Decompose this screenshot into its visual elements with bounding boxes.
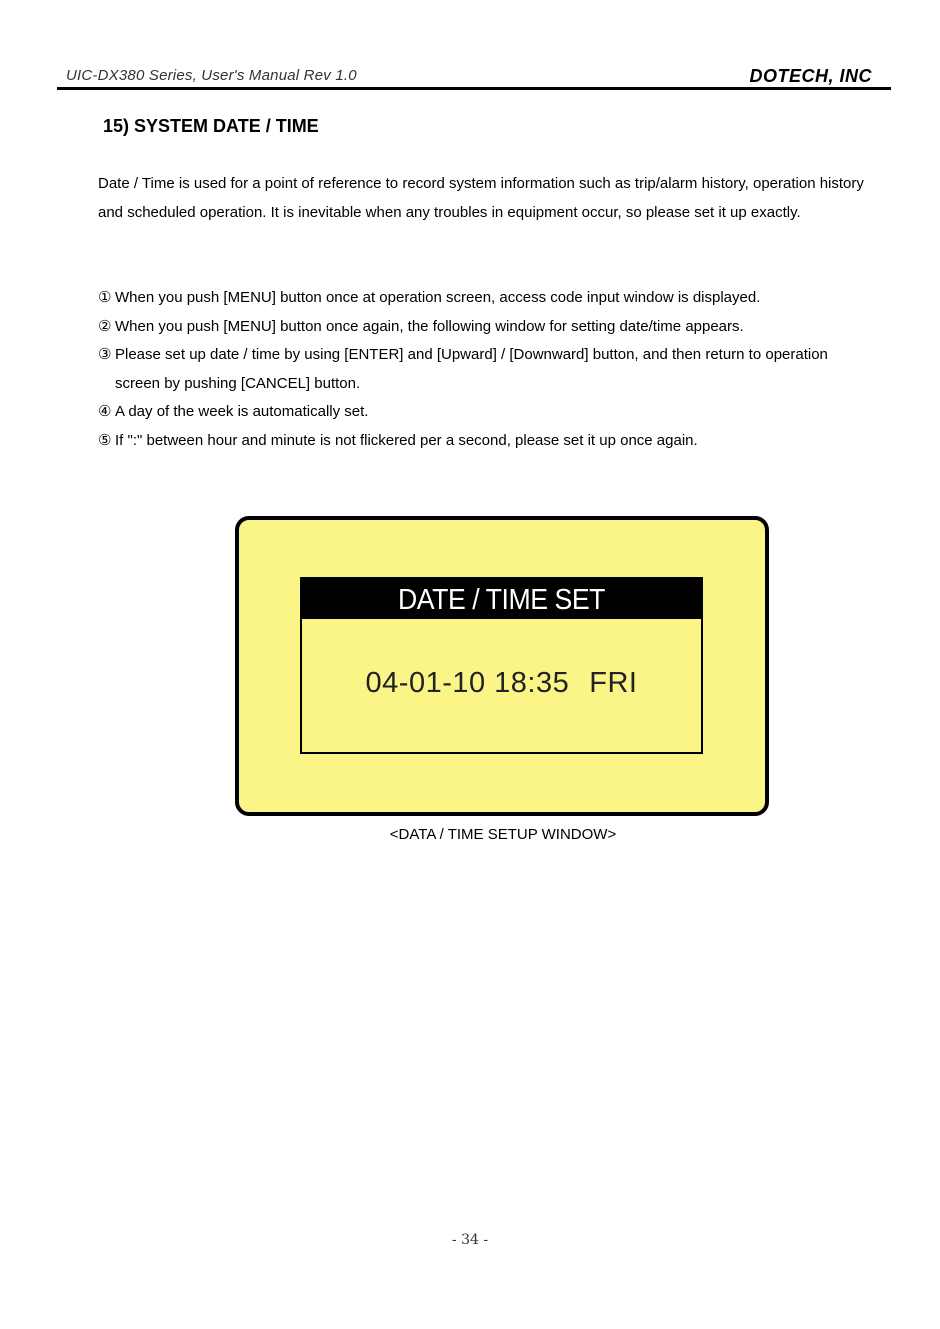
header-divider [57, 87, 891, 90]
step-number: ③ [98, 346, 112, 363]
lcd-datetime-display [302, 667, 701, 700]
figure-caption: <DATA / TIME SETUP WINDOW> [389, 826, 617, 843]
lcd-weekday: FRI [589, 667, 638, 699]
step-text: When you push [MENU] button once at operation screen, access code input window is displayed. [115, 289, 761, 306]
step-text: When you push [MENU] button once again, the following window for setting date/time appears. [115, 317, 744, 335]
step-text: A day of the week is automatically set. [115, 403, 369, 420]
step-text: Please set up date / time by using [ENTER] and [Upward] / [Downward] button, and then return to operation screen by pushing [CANCEL] button. [115, 346, 828, 392]
lcd-screen [300, 577, 703, 754]
company-name: DOTECH, INC [749, 66, 872, 86]
manual-title: UIC-DX380 Series, User's Manual Rev 1.0 [66, 67, 357, 84]
step-number: ⑤ [98, 431, 112, 449]
list-item [98, 313, 868, 342]
list-item [98, 427, 868, 456]
lcd-title: DATE / TIME SET [318, 579, 685, 619]
step-list [98, 284, 868, 455]
page-number: - 34 - [451, 1232, 489, 1248]
list-item [98, 284, 868, 313]
lcd-title-bar [302, 579, 701, 619]
intro-paragraph: Date / Time is used for a point of reference to record system information such as trip/alarm history, operation history and scheduled operation. It is inevitable when any troubles in equipment occur, so please set it up exactly. [98, 175, 864, 221]
step-number: ④ [98, 403, 112, 420]
step-number: ① [98, 289, 112, 306]
step-text: If ":" between hour and minute is not flickered per a second, please set it up once again. [115, 431, 698, 449]
lcd-datetime: 04-01-10 18:35 [365, 667, 570, 699]
step-number: ② [98, 317, 112, 335]
list-item [98, 398, 868, 427]
section-title: 15) SYSTEM DATE / TIME [103, 116, 319, 136]
list-item [98, 341, 868, 398]
